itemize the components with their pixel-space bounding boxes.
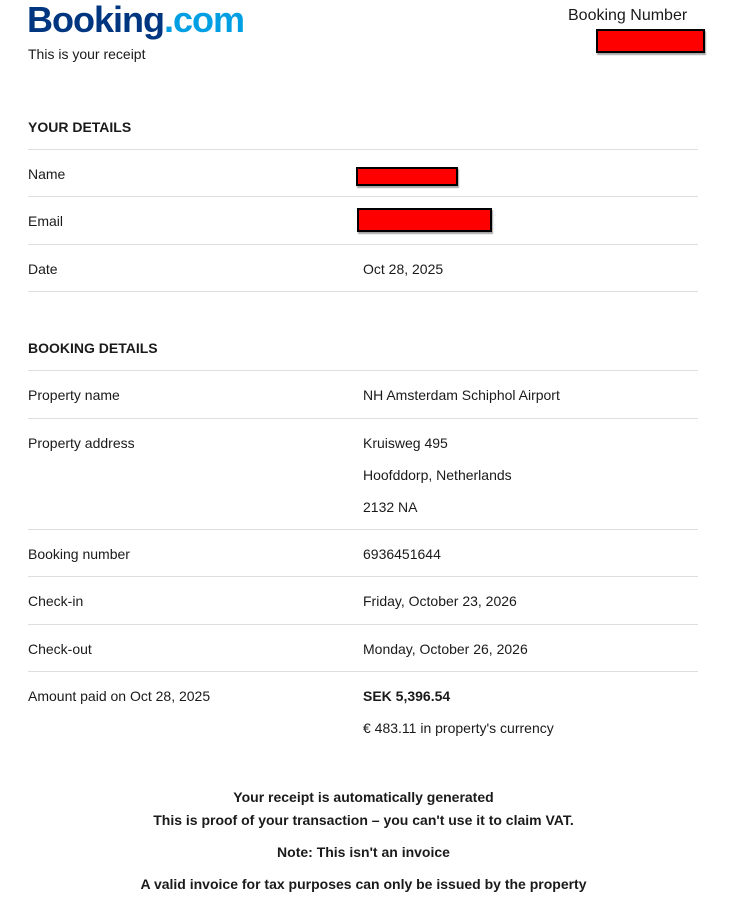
divider <box>28 671 698 672</box>
address-line-1: Kruisweg 495 <box>363 435 448 451</box>
property-name-label: Property name <box>28 387 120 403</box>
divider <box>28 291 698 292</box>
checkout-value: Monday, October 26, 2026 <box>363 641 528 657</box>
your-details-title: YOUR DETAILS <box>28 119 132 135</box>
email-label: Email <box>28 213 64 229</box>
name-label: Name <box>28 166 66 182</box>
logo-brand-text: Booking <box>27 0 164 40</box>
divider <box>28 370 698 371</box>
booking-number-label: Booking number <box>28 546 130 562</box>
receipt-caption: This is your receipt <box>28 46 146 62</box>
logo-tld-text: .com <box>163 0 245 40</box>
redacted-email <box>357 208 492 232</box>
redacted-booking-number <box>596 29 705 53</box>
property-name-value: NH Amsterdam Schiphol Airport <box>363 387 560 403</box>
checkin-value: Friday, October 23, 2026 <box>363 593 517 609</box>
divider <box>28 149 698 150</box>
divider <box>28 576 698 577</box>
address-line-3: 2132 NA <box>363 499 418 515</box>
property-address-label: Property address <box>28 435 135 451</box>
footer-auto-generated: Your receipt is automatically generated <box>233 789 494 805</box>
address-line-2: Hoofddorp, Netherlands <box>363 467 512 483</box>
booking-details-title: BOOKING DETAILS <box>28 340 158 356</box>
checkin-label: Check-in <box>28 593 84 609</box>
amount-paid-label: Amount paid on Oct 28, 2025 <box>28 688 211 704</box>
redacted-name <box>356 167 458 186</box>
footer-not-invoice-note: Note: This isn't an invoice <box>277 844 450 860</box>
header-booking-number-label: Booking Number <box>568 7 688 24</box>
footer-proof-of-transaction: This is proof of your transaction – you can't use it to claim VAT. <box>153 812 574 828</box>
divider <box>28 418 698 419</box>
divider <box>28 244 698 245</box>
footer-valid-invoice-note: A valid invoice for tax purposes can only be issued by the property <box>140 876 587 892</box>
date-value: Oct 28, 2025 <box>363 261 444 277</box>
checkout-label: Check-out <box>28 641 92 657</box>
divider <box>28 196 698 197</box>
divider <box>28 529 698 530</box>
amount-paid-value: SEK 5,396.54 <box>363 688 451 704</box>
booking-number-value: 6936451644 <box>363 546 441 562</box>
amount-property-currency: € 483.11 in property's currency <box>363 720 554 736</box>
date-label: Date <box>28 261 58 277</box>
divider <box>28 624 698 625</box>
booking-logo <box>27 0 244 40</box>
